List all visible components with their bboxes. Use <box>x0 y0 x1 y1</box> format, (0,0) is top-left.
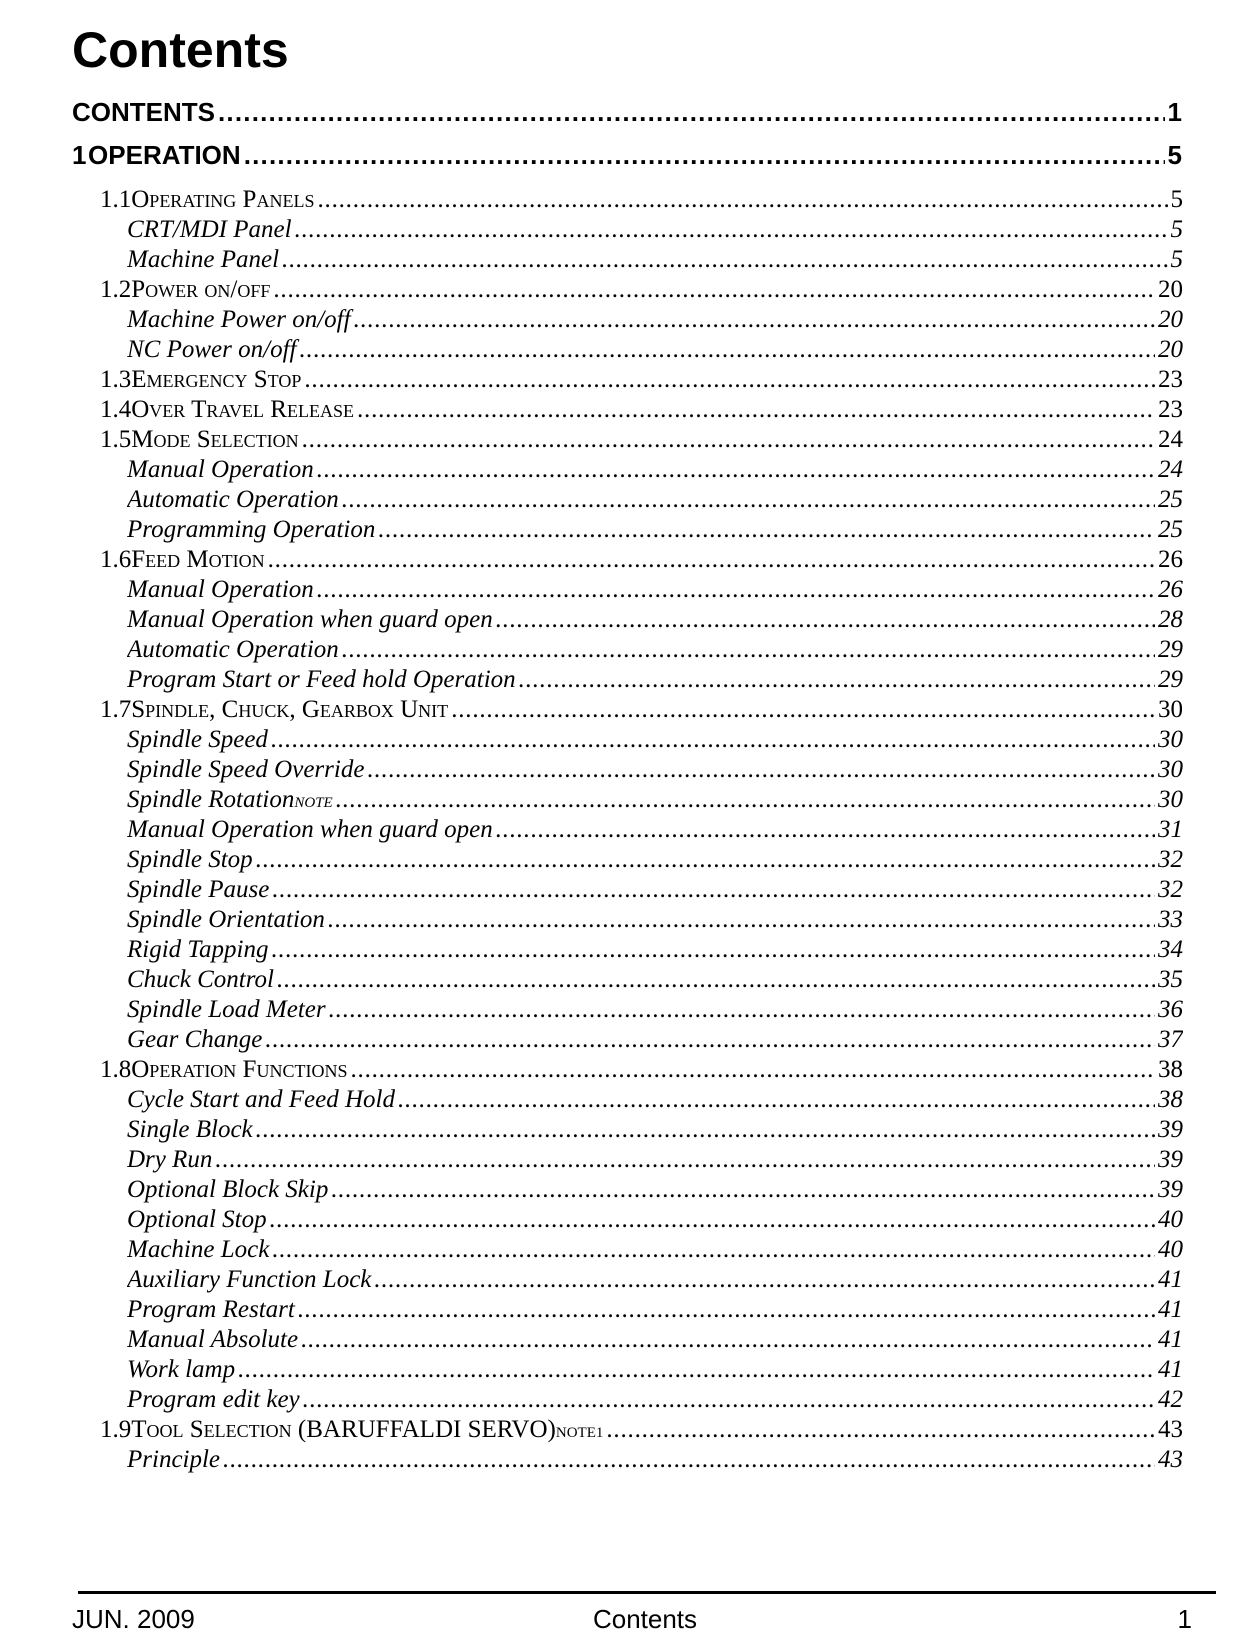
toc-entry-section[interactable] <box>100 396 1183 424</box>
toc-dot-leader <box>244 140 1165 171</box>
footer-page-number: 1 <box>1177 1604 1192 1634</box>
toc-dot-leader <box>215 1146 1155 1174</box>
toc-dot-leader <box>350 1056 1155 1084</box>
toc-dot-leader <box>354 306 1155 334</box>
toc-entry-label: Machine Power on/off <box>127 306 351 333</box>
toc-entry-subsection[interactable] <box>127 996 1183 1024</box>
toc-entry-page: 30 <box>1158 756 1183 783</box>
toc-entry-label: OPERATION <box>88 140 241 170</box>
toc-entry-page: 24 <box>1158 456 1183 483</box>
toc-entry-subsection[interactable] <box>127 726 1183 754</box>
toc-entry-page: 41 <box>1158 1266 1183 1293</box>
footer-divider <box>78 1591 1216 1594</box>
toc-entry-label: Spindle Pause <box>127 876 270 903</box>
toc-entry-section[interactable] <box>100 696 1183 724</box>
toc-entry-chapter[interactable] <box>72 97 1182 128</box>
toc-dot-leader <box>301 1326 1155 1354</box>
toc-entry-page: 5 <box>1170 216 1183 243</box>
toc-entry-subsection[interactable] <box>127 246 1183 274</box>
toc-entry-label: Manual Operation <box>127 576 314 603</box>
toc-entry-label: Spindle Rotation <box>127 786 295 813</box>
toc-entry-subsection[interactable] <box>127 666 1183 694</box>
toc-entry-page: 30 <box>1158 696 1183 723</box>
toc-dot-leader <box>398 1086 1155 1114</box>
toc-dot-leader <box>496 606 1155 634</box>
toc-entry-page: 24 <box>1158 426 1183 453</box>
toc-entry-subsection[interactable] <box>127 606 1183 634</box>
toc-entry-page: 20 <box>1158 276 1183 303</box>
toc-entry-page: 5 <box>1170 246 1183 273</box>
toc-entry-label: Auxiliary Function Lock <box>127 1266 372 1293</box>
toc-entry-label: Over Travel Release <box>131 396 354 423</box>
toc-entry-subsection[interactable] <box>127 516 1183 544</box>
toc-entry-subsection[interactable] <box>127 966 1183 994</box>
toc-entry-label: Rigid Tapping <box>127 936 269 963</box>
toc-entry-page: 43 <box>1158 1446 1183 1473</box>
toc-dot-leader <box>374 1266 1155 1294</box>
toc-entry-number: 1.3 <box>100 366 132 393</box>
toc-entry-page: 37 <box>1158 1026 1183 1053</box>
toc-dot-leader <box>317 186 1167 214</box>
toc-entry-page: 29 <box>1158 666 1183 693</box>
toc-entry-page: 38 <box>1158 1086 1183 1113</box>
toc-entry-number: 1.2 <box>100 276 132 303</box>
toc-entry-page: 39 <box>1158 1146 1183 1173</box>
toc-entry-number: 1.9 <box>100 1416 132 1443</box>
toc-entry-label: Manual Operation when guard open <box>127 816 493 843</box>
toc-entry-number: 1.6 <box>100 546 132 573</box>
toc-entry-label: Feed Motion <box>131 546 265 573</box>
toc-dot-leader <box>295 216 1168 244</box>
toc-entry-subsection[interactable] <box>127 336 1183 364</box>
toc-entry-number: 1.4 <box>100 396 132 423</box>
toc-entry-label: Operating Panels <box>131 186 315 213</box>
toc-dot-leader <box>317 576 1155 604</box>
toc-entry-chapter[interactable] <box>72 140 1182 171</box>
toc-entry-subsection[interactable] <box>127 486 1183 514</box>
toc-entry-page: 40 <box>1158 1206 1183 1233</box>
toc-entry-subsection[interactable] <box>127 906 1183 934</box>
toc-entry-page: 26 <box>1158 546 1183 573</box>
toc-entry-page: 38 <box>1158 1056 1183 1083</box>
toc-dot-leader <box>256 846 1155 874</box>
toc-dot-leader <box>357 396 1155 424</box>
toc-entry-page: 5 <box>1167 140 1182 170</box>
toc-entry-page: 26 <box>1158 576 1183 603</box>
toc-entry-subsection[interactable] <box>127 846 1183 874</box>
toc-dot-leader <box>304 366 1155 394</box>
toc-entry-subsection[interactable] <box>127 216 1183 244</box>
toc-dot-leader <box>606 1416 1155 1444</box>
toc-entry-label: Manual Absolute <box>127 1326 299 1353</box>
footer-date: JUN. 2009 <box>72 1604 195 1634</box>
toc-entry-page: 35 <box>1158 966 1183 993</box>
toc-entry-subsection[interactable] <box>127 1356 1183 1384</box>
toc-entry-page: 39 <box>1158 1176 1183 1203</box>
toc-entry-label: Program Start or Feed hold Operation <box>127 666 516 693</box>
toc-entry-number: 1.5 <box>100 426 132 453</box>
toc-entry-label: Emergency Stop <box>131 366 302 393</box>
toc-entry-label: Single Block <box>127 1116 253 1143</box>
toc-entry-section[interactable] <box>100 546 1183 574</box>
toc-entry-label: Optional Stop <box>127 1206 267 1233</box>
toc-entry-subsection[interactable] <box>127 1206 1183 1234</box>
toc-dot-leader <box>256 1116 1155 1144</box>
toc-entry-label: CONTENTS <box>72 97 215 127</box>
toc-entry-number: 1.1 <box>100 186 132 213</box>
toc-entry-label: Program Restart <box>127 1296 295 1323</box>
toc-dot-leader <box>329 996 1155 1024</box>
toc-dot-leader <box>238 1356 1155 1384</box>
toc-dot-leader <box>496 816 1155 844</box>
toc-entry-page: 30 <box>1158 726 1183 753</box>
toc-entry-page: 41 <box>1158 1296 1183 1323</box>
toc-dot-leader <box>268 546 1155 574</box>
toc-dot-leader <box>317 456 1155 484</box>
toc-entry-label: Operation Functions <box>131 1056 348 1083</box>
toc-entry-section[interactable] <box>100 366 1183 394</box>
toc-dot-leader <box>336 786 1155 814</box>
toc-dot-leader <box>223 1446 1155 1474</box>
toc-dot-leader <box>451 696 1155 724</box>
toc-entry-label: Programming Operation <box>127 516 376 543</box>
toc-entry-section[interactable] <box>100 1056 1183 1084</box>
toc-entry-label: NC Power on/off <box>127 336 297 363</box>
toc-entry-label: Gear Change <box>127 1026 263 1053</box>
toc-entry-subsection[interactable] <box>127 456 1183 484</box>
toc-entry-page: 23 <box>1158 366 1183 393</box>
toc-dot-leader <box>271 936 1155 964</box>
toc-entry-page: 39 <box>1158 1116 1183 1143</box>
toc-entry-label: Spindle Speed Override <box>127 756 365 783</box>
toc-entry-subsection[interactable] <box>127 1086 1183 1114</box>
toc-dot-leader <box>302 426 1155 454</box>
toc-entry-page: 1 <box>1167 97 1182 127</box>
toc-entry-label: Machine Panel <box>127 246 280 273</box>
toc-dot-leader <box>282 246 1167 274</box>
toc-entry-page: 41 <box>1158 1326 1183 1353</box>
toc-dot-leader <box>378 516 1155 544</box>
toc-entry-subsection[interactable] <box>127 306 1183 334</box>
toc-entry-label: Spindle Speed <box>127 726 268 753</box>
toc-entry-page: 5 <box>1170 186 1183 213</box>
toc-dot-leader <box>272 1236 1155 1264</box>
toc-entry-section[interactable] <box>100 186 1183 214</box>
toc-dot-leader <box>331 1176 1155 1204</box>
toc-entry-subsection[interactable] <box>127 936 1183 964</box>
toc-entry-label: Automatic Operation <box>127 636 339 663</box>
toc-entry-label: Cycle Start and Feed Hold <box>127 1086 395 1113</box>
toc-entry-section[interactable]: 1.9 Tool Selection (BARUFFALDI SERVO) NOTE1 ..... 43 <box>100 1416 1183 1444</box>
toc-entry-page: 20 <box>1158 306 1183 333</box>
toc-dot-leader <box>271 726 1155 754</box>
toc-dot-leader <box>218 97 1165 128</box>
toc-entry-subsection[interactable] <box>127 816 1183 844</box>
toc-entry-number: 1 <box>72 140 87 170</box>
toc-entry-subsection[interactable] <box>127 636 1183 664</box>
toc-entry-page: 20 <box>1158 336 1183 363</box>
toc-entry-page: 25 <box>1158 486 1183 513</box>
toc-entry-subsection[interactable] <box>127 576 1183 604</box>
toc-entry-page: 25 <box>1158 516 1183 543</box>
toc-entry-section[interactable] <box>100 276 1183 304</box>
toc-entry-label: Work lamp <box>127 1356 236 1383</box>
toc-entry-number: 1.8 <box>100 1056 132 1083</box>
toc-entry-label: Spindle Stop <box>127 846 253 873</box>
toc-dot-leader <box>277 966 1155 994</box>
toc-entry-label: Tool Selection (BARUFFALDI SERVO) <box>131 1416 556 1443</box>
toc-entry-subsection[interactable] <box>127 1296 1183 1324</box>
toc-entry-label: Optional Block Skip <box>127 1176 329 1203</box>
toc-entry-page: 33 <box>1158 906 1183 933</box>
toc-entry-label: Spindle Load Meter <box>127 996 326 1023</box>
toc-entry-page: 42 <box>1158 1386 1183 1413</box>
toc-entry-page: 32 <box>1158 846 1183 873</box>
toc-entry-page: 34 <box>1158 936 1183 963</box>
toc-entry-subsection[interactable]: Spindle Rotation NOTE ..... 30 <box>127 786 1183 814</box>
toc-entry-subsection[interactable] <box>127 1146 1183 1174</box>
toc-entry-page: 23 <box>1158 396 1183 423</box>
toc-entry-number: 1.7 <box>100 696 132 723</box>
toc-dot-leader <box>270 1206 1155 1234</box>
toc-entry-subsection[interactable] <box>127 876 1183 904</box>
page-title: Contents <box>72 22 289 78</box>
toc-entry-label: Mode Selection <box>131 426 299 453</box>
toc-entry-subsection[interactable] <box>127 1386 1183 1414</box>
toc-dot-leader <box>342 486 1155 514</box>
toc-entry-subsection[interactable] <box>127 1116 1183 1144</box>
footer-section: Contents <box>592 1604 698 1634</box>
toc-entry-label: Machine Lock <box>127 1236 270 1263</box>
toc-entry-label: CRT/MDI Panel <box>127 216 292 243</box>
toc-entry-subsection[interactable] <box>127 1176 1183 1204</box>
toc-dot-leader <box>265 1026 1155 1054</box>
toc-entry-section[interactable] <box>100 426 1183 454</box>
toc-entry-label: Program edit key <box>127 1386 300 1413</box>
toc-dot-leader <box>367 756 1155 784</box>
toc-entry-subsection[interactable] <box>127 1266 1183 1294</box>
toc-entry-label: Spindle Orientation <box>127 906 325 933</box>
toc-entry-subsection[interactable] <box>127 1236 1183 1264</box>
toc-dot-leader <box>272 876 1155 904</box>
toc-entry-page: 36 <box>1158 996 1183 1023</box>
toc-entry-subsection[interactable] <box>127 756 1183 784</box>
toc-entry-page: 30 <box>1158 786 1183 813</box>
toc-dot-leader <box>519 666 1155 694</box>
toc-dot-leader <box>273 276 1155 304</box>
toc-dot-leader <box>298 1296 1155 1324</box>
toc-entry-label: Principle <box>127 1446 221 1473</box>
toc-dot-leader <box>342 636 1155 664</box>
toc-entry-page: 31 <box>1158 816 1183 843</box>
toc-entry-subsection[interactable] <box>127 1446 1183 1474</box>
toc-entry-page: 40 <box>1158 1236 1183 1263</box>
toc-entry-page: 29 <box>1158 636 1183 663</box>
toc-dot-leader <box>303 1386 1155 1414</box>
toc-entry-label: Power on/off <box>131 276 271 303</box>
toc-entry-label: Manual Operation when guard open <box>127 606 493 633</box>
toc-entry-label: Manual Operation <box>127 456 314 483</box>
toc-entry-subsection[interactable] <box>127 1026 1183 1054</box>
toc-entry-label: Chuck Control <box>127 966 274 993</box>
toc-dot-leader <box>299 336 1155 364</box>
toc-entry-page: 32 <box>1158 876 1183 903</box>
toc-entry-label: Automatic Operation <box>127 486 339 513</box>
toc-entry-label: Dry Run <box>127 1146 213 1173</box>
toc-entry-label: Spindle, Chuck, Gearbox Unit <box>131 696 449 723</box>
toc-entry-page: 28 <box>1158 606 1183 633</box>
toc-entry-subsection[interactable] <box>127 1326 1183 1354</box>
toc-entry-page: 43 <box>1158 1416 1183 1443</box>
toc-dot-leader <box>328 906 1155 934</box>
toc-entry-page: 41 <box>1158 1356 1183 1383</box>
